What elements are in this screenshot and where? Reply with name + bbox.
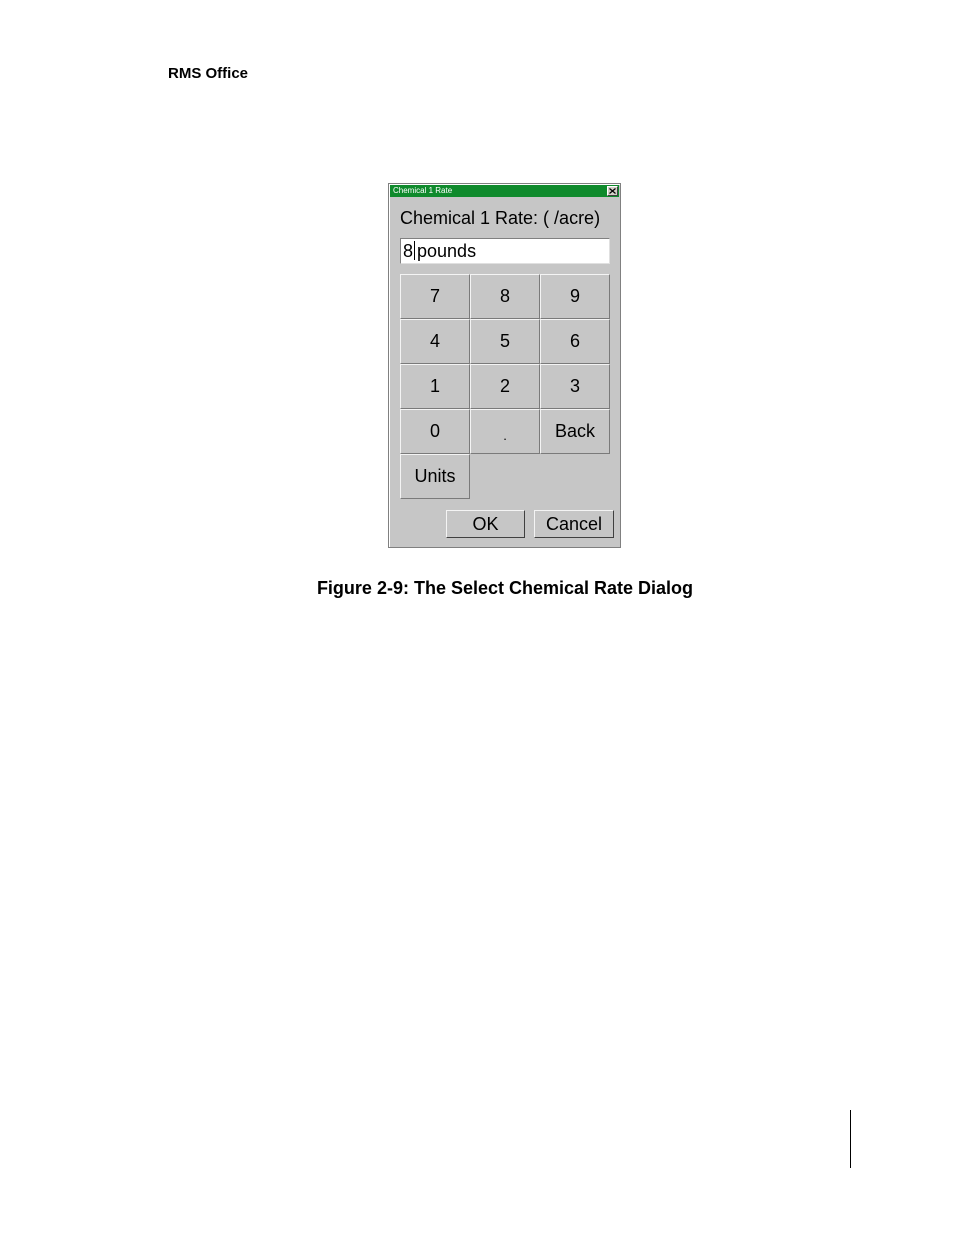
text-caret xyxy=(414,241,415,260)
key-8[interactable]: 8 xyxy=(470,274,540,319)
ok-button[interactable]: OK xyxy=(446,510,525,538)
key-decimal-point[interactable]: . xyxy=(470,409,540,454)
margin-rule xyxy=(850,1110,851,1168)
key-5[interactable]: 5 xyxy=(470,319,540,364)
key-4[interactable]: 4 xyxy=(400,319,470,364)
key-2[interactable]: 2 xyxy=(470,364,540,409)
rate-input[interactable] xyxy=(400,238,610,264)
dialog-titlebar xyxy=(390,185,619,197)
key-1[interactable]: 1 xyxy=(400,364,470,409)
chemical-rate-dialog xyxy=(388,183,621,548)
key-6[interactable]: 6 xyxy=(540,319,610,364)
rate-prompt-label: Chemical 1 Rate: ( /acre) xyxy=(400,208,601,228)
cancel-button[interactable]: Cancel xyxy=(534,510,614,538)
close-icon xyxy=(609,188,616,194)
close-button[interactable] xyxy=(607,186,618,196)
rate-value: 8 xyxy=(403,241,414,261)
rate-unit: pounds xyxy=(417,241,477,261)
dialog-title: Chemical 1 Rate xyxy=(393,186,453,195)
key-7[interactable]: 7 xyxy=(400,274,470,319)
running-header: RMS Office xyxy=(168,65,249,82)
key-9[interactable]: 9 xyxy=(540,274,610,319)
figure-caption: Figure 2-9: The Select Chemical Rate Dialog xyxy=(316,578,694,598)
key-back[interactable]: Back xyxy=(540,409,610,454)
key-0[interactable]: 0 xyxy=(400,409,470,454)
key-3[interactable]: 3 xyxy=(540,364,610,409)
units-button[interactable]: Units xyxy=(400,454,470,499)
